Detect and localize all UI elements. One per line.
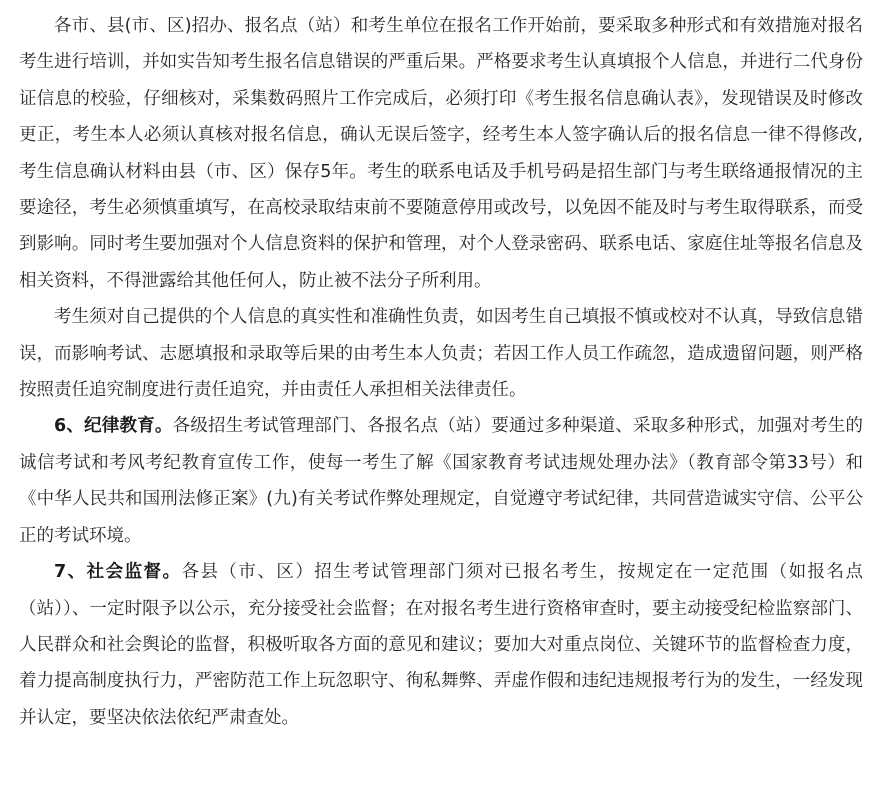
- section-heading: 6、纪律教育。: [54, 416, 173, 437]
- paragraph-discipline-education: [19, 408, 863, 554]
- paragraph-text: 考生须对自己提供的个人信息的真实性和准确性负责，如因考生自己填报不慎或校对不认真，导致信息错误，而影响考试、志愿填报和录取等后果的由考生本人负责；若因工作人员工作疏忽，造成遗留问题，则严格按照责任追究制度进行责任追究，并由责任人承担相关法律责任。: [19, 307, 863, 401]
- paragraph-text: 各县（市、区）招生考试管理部门须对已报名考生，按规定在一定范围（如报名点（站））、一定时限予以公示，充分接受社会监督；在对报名考生进行资格审查时，要主动接受纪检监察部门、人民群众和社会舆论的监督，积极听取各方面的意见和建议；要加大对重点岗位、关键环节的监督检查力度，着力提高制度执行力，严密防范工作上玩忽职守、徇私舞弊、弄虚作假和违纪违规报考行为的发生，一经发现并认定，要坚决依法依纪严肃查处。: [19, 562, 863, 728]
- paragraph-registration-training: [19, 8, 863, 299]
- paragraph-text: 各级招生考试管理部门、各报名点（站）要通过多种渠道、采取多种形式，加强对考生的诚信考试和考风考纪教育宣传工作，使每一考生了解《国家教育考试违规处理办法》（教育部令第33号）和《中华人民共和国刑法修正案》(九)有关考试作弊处理规定，自觉遵守考试纪律，共同营造诚实守信、公平公正的考试环境。: [19, 416, 863, 546]
- paragraph-social-supervision: [19, 554, 863, 736]
- paragraph-text: 各市、县(市、区)招办、报名点（站）和考生单位在报名工作开始前，要采取多种形式和有效措施对报名考生进行培训，并如实告知考生报名信息错误的严重后果。严格要求考生认真填报个人信息，并进行二代身份证信息的校验，仔细核对，采集数码照片工作完成后，必须打印《考生报名信息确认表》，发现错误及时修改更正，考生本人必须认真核对报名信息，确认无误后签字，经考生本人签字确认后的报名信息一律不得修改,考生信息确认材料由县（市、区）保存5年。考生的联系电话及手机号码是招生部门与考生联络通报情况的主要途径，考生必须慎重填写，在高校录取结束前不要随意停用或改号，以免因不能及时与考生取得联系，而受到影响。同时考生要加强对个人信息资料的保护和管理，对个人登录密码、联系电话、家庭住址等报名信息及相关资料，不得泄露给其他任何人，防止被不法分子所利用。: [19, 16, 863, 291]
- section-heading: 7、社会监督。: [54, 562, 182, 583]
- paragraph-candidate-responsibility: [19, 299, 863, 408]
